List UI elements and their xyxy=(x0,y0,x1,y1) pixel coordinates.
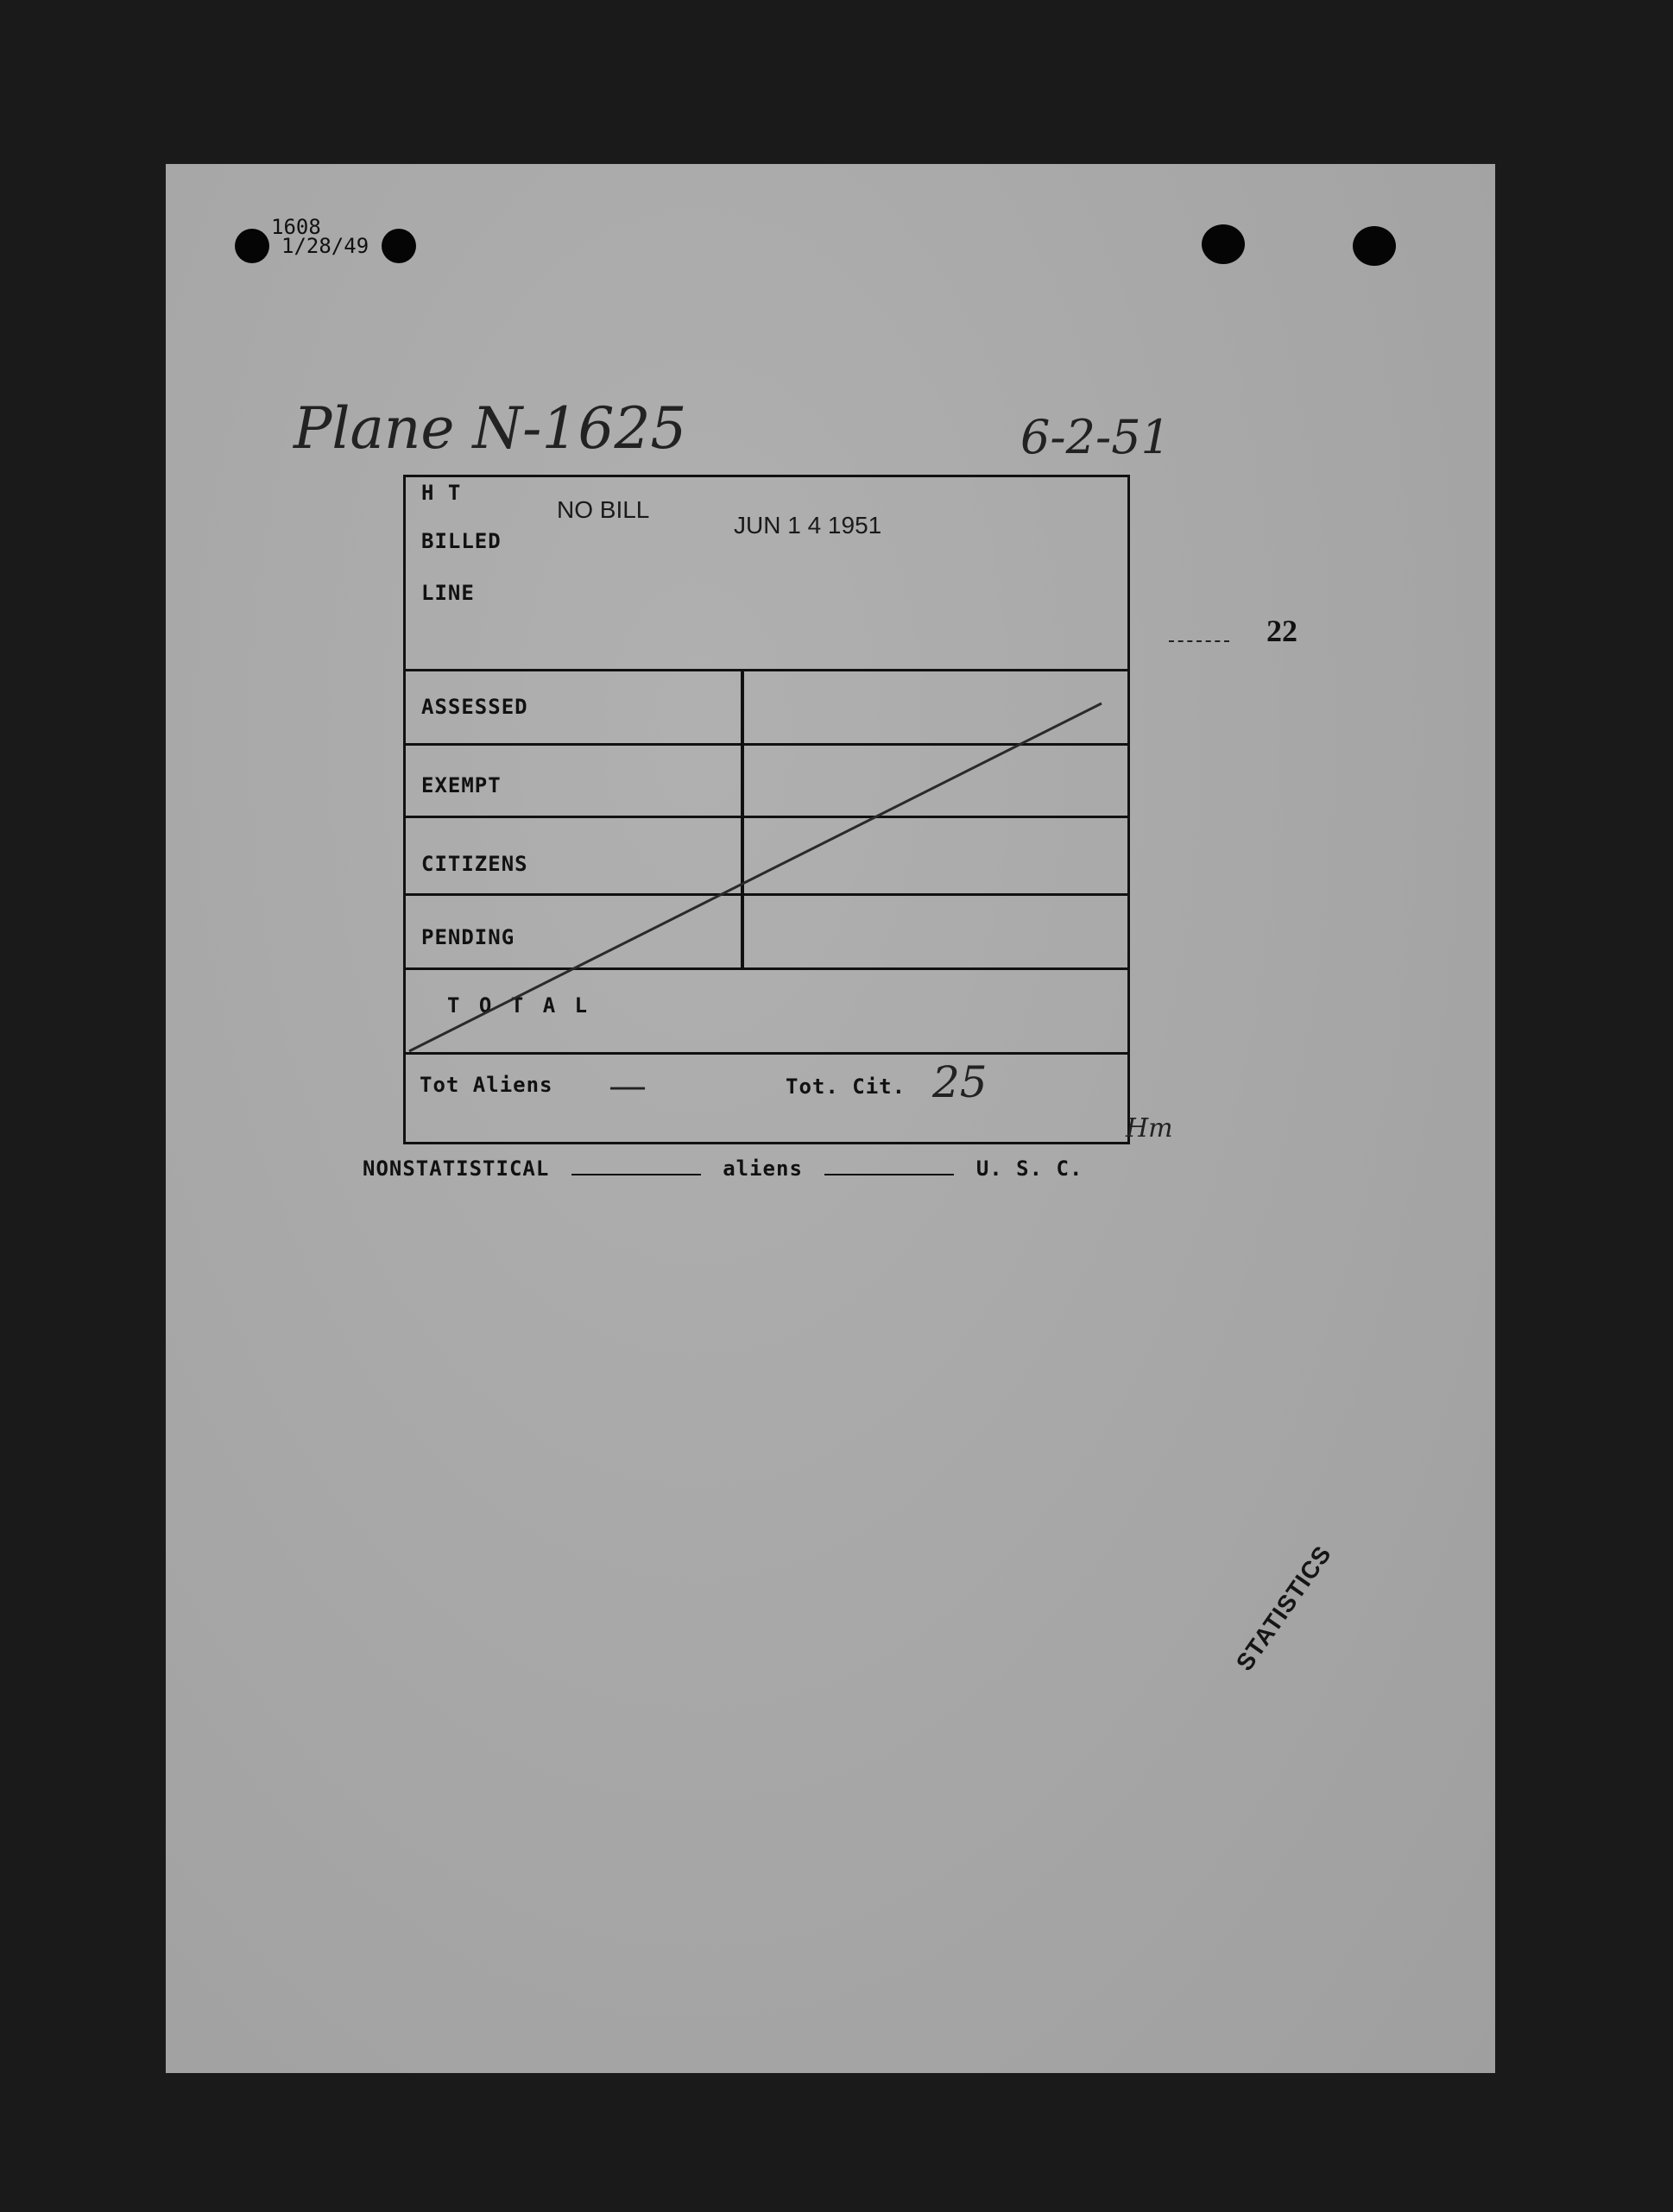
form-date: 1/28/49 xyxy=(281,234,369,258)
page-number: 22 xyxy=(1266,614,1297,648)
row-label-pending: PENDING xyxy=(421,925,515,949)
statistics-stamp xyxy=(1231,1541,1337,1676)
handwritten-date: 6-2-51 xyxy=(1020,410,1171,464)
aliens-blank xyxy=(824,1174,954,1175)
punch-hole-left-2 xyxy=(382,229,416,263)
punch-hole-right-2 xyxy=(1353,226,1396,266)
nonstatistical-label: NONSTATISTICAL xyxy=(363,1156,550,1181)
document-paper xyxy=(166,164,1495,2073)
row-label-ht: H T xyxy=(421,481,462,505)
statistics-stamp-text: STATISTICS xyxy=(1230,1541,1337,1676)
row-label-citizens: CITIZENS xyxy=(421,852,528,876)
row-label-exempt: EXEMPT xyxy=(421,773,502,797)
page-number-dash xyxy=(1169,640,1229,642)
form-code-block xyxy=(237,215,369,258)
initials: Hm xyxy=(1126,1113,1173,1144)
cancel-slash-line xyxy=(406,477,1127,1142)
punch-hole-right-1 xyxy=(1202,224,1245,264)
form-code: 1608 xyxy=(271,215,321,239)
no-bill-stamp: NO BILL xyxy=(557,496,650,523)
nonstatistical-blank xyxy=(571,1174,701,1175)
plane-label: Plane N-1625 xyxy=(294,395,687,462)
usc-label: U. S. C. xyxy=(975,1156,1083,1181)
nonstatistical-line xyxy=(363,1156,1083,1181)
tot-aliens-value: — xyxy=(609,1064,647,1108)
aliens-label: aliens xyxy=(723,1156,803,1181)
tot-aliens-label: Tot Aliens xyxy=(420,1073,553,1097)
tot-cit-value: 25 xyxy=(932,1057,988,1107)
date-stamp: JUN 1 4 1951 xyxy=(734,512,882,539)
row-label-assessed: ASSESSED xyxy=(421,695,528,719)
statistics-form-box xyxy=(403,475,1130,1144)
total-label: T O T A L xyxy=(447,993,591,1018)
row-label-billed: BILLED xyxy=(421,529,502,553)
tot-cit-label: Tot. Cit. xyxy=(786,1074,906,1099)
row-label-line: LINE xyxy=(421,581,475,605)
